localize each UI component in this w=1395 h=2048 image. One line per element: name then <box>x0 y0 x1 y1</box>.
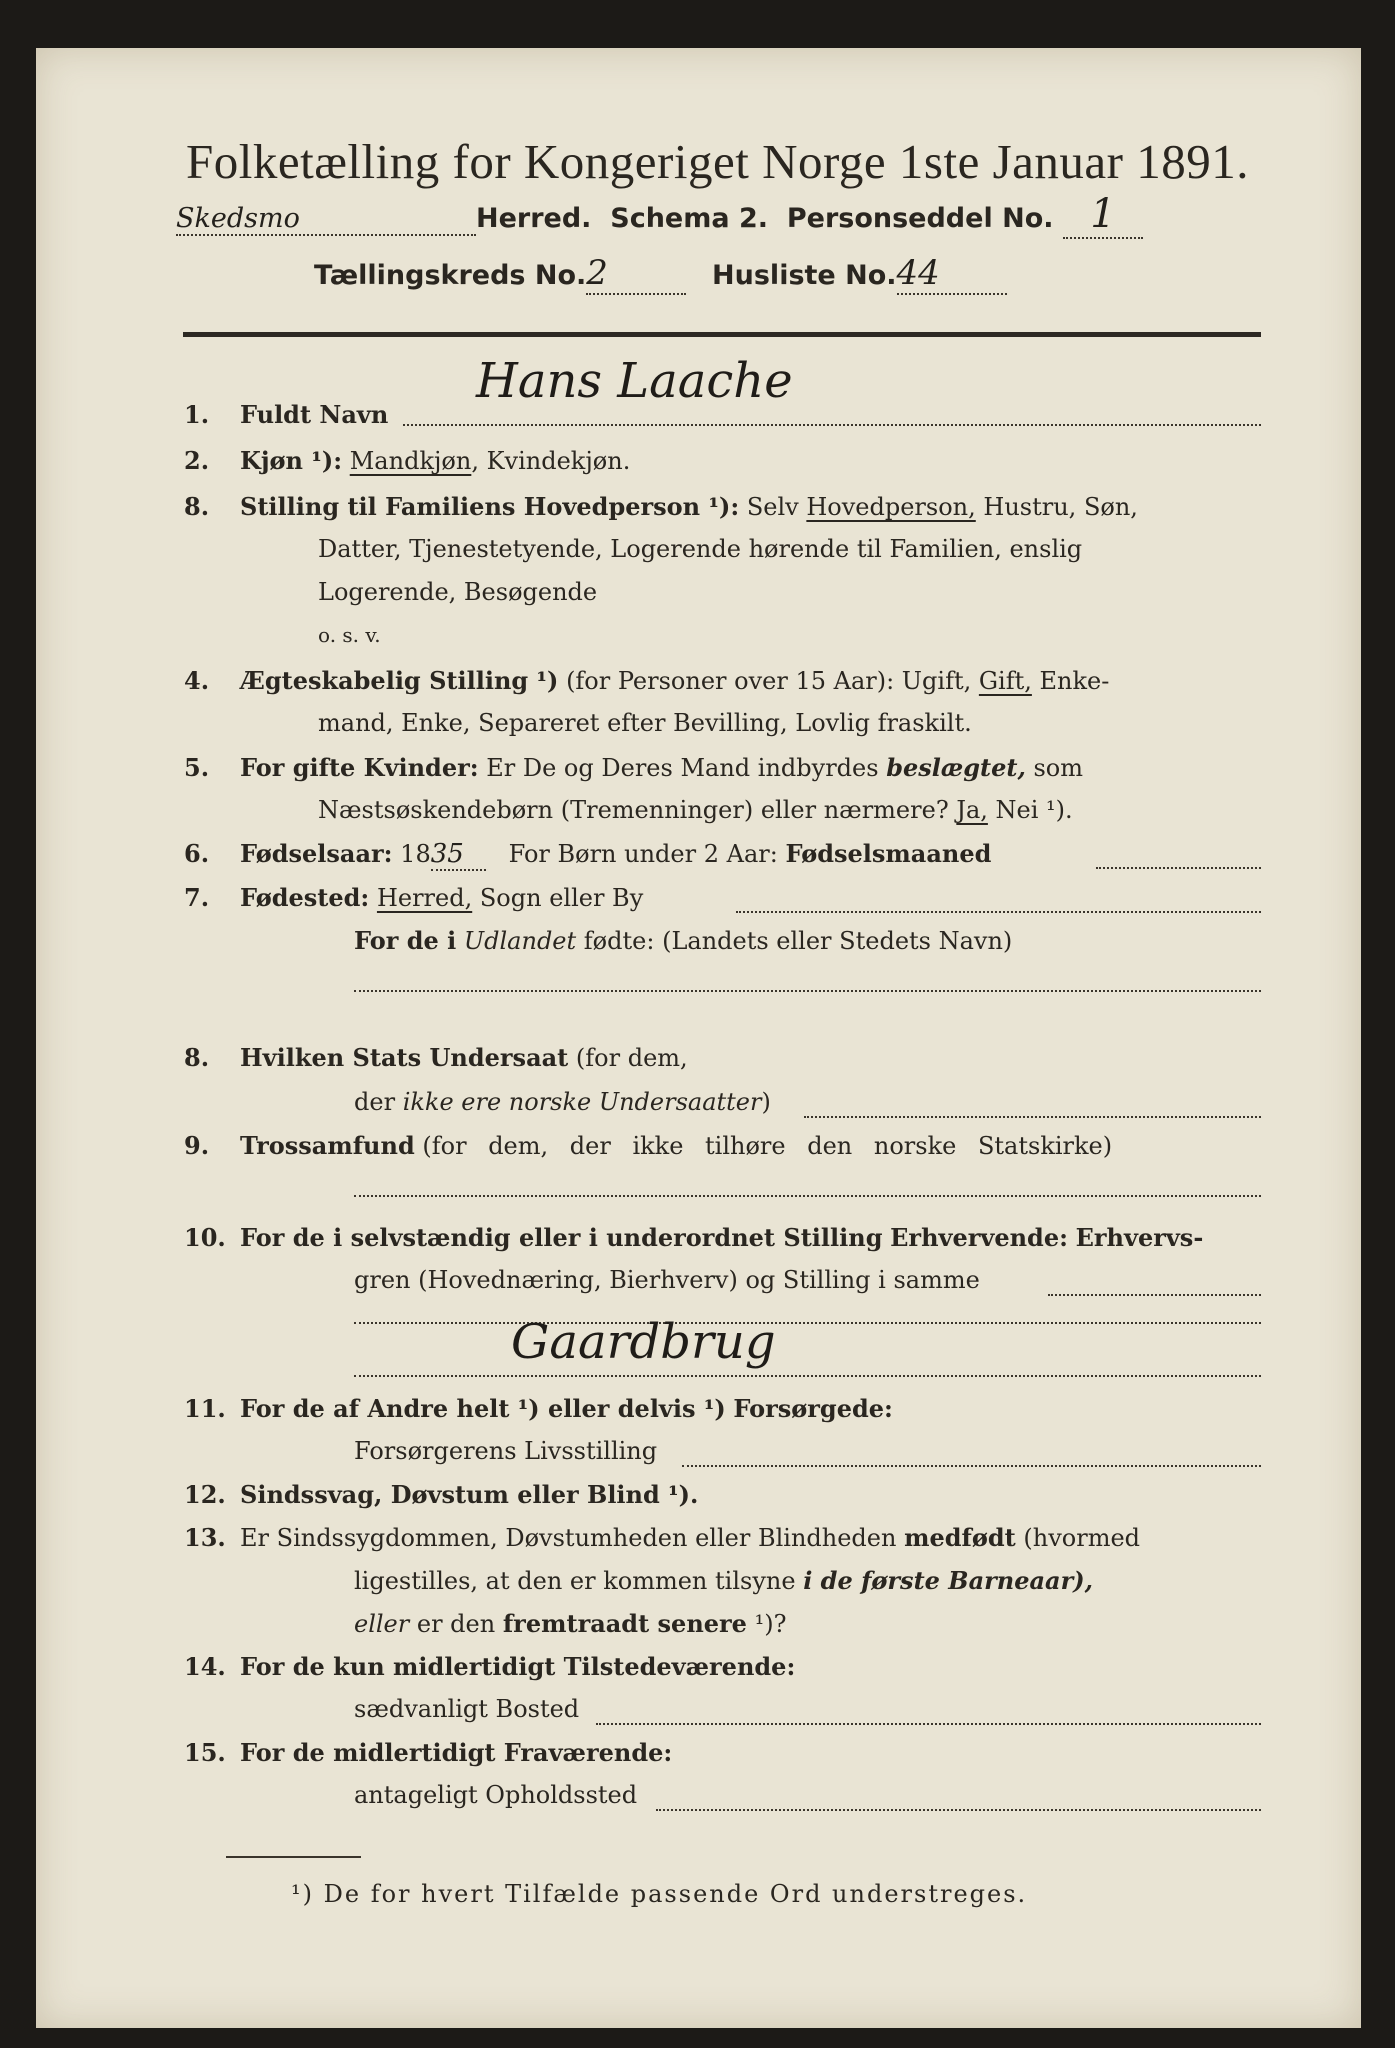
footnote-rule <box>226 1856 361 1858</box>
field-9-line <box>354 1193 1261 1197</box>
field-4-line-2: mand, Enke, Separeret efter Bevilling, Lovlig fraskilt. <box>318 709 972 737</box>
field-5-text-end: som <box>1033 754 1083 782</box>
field-6-text: For Børn under 2 Aar: <box>508 840 778 868</box>
field-12 <box>184 1480 698 1509</box>
field-6-value: 35 <box>431 839 486 871</box>
field-3-line-3: Logerende, Besøgende <box>318 578 598 606</box>
husliste-label: Husliste No. <box>712 260 897 291</box>
field-10-value: Gaardbrug <box>511 1314 776 1370</box>
field-15-line <box>656 1781 1261 1811</box>
field-13-line-3-bold: fremtraadt senere <box>502 1609 747 1638</box>
footnote: ¹) De for hvert Tilfælde passende Ord understreges. <box>291 1880 1028 1908</box>
field-3 <box>184 492 1138 521</box>
field-13-line-2-italic: i de første Barneaar), <box>803 1566 1093 1595</box>
field-11-line <box>682 1437 1261 1467</box>
field-7-line-2-b: fødte: <box>583 927 655 955</box>
field-9-label: Trossamfund <box>240 1131 415 1160</box>
field-15 <box>184 1738 672 1767</box>
field-2-option-selected: Mandkjøn <box>349 447 472 475</box>
field-8-text: (for dem, <box>575 1044 688 1072</box>
field-3-line-4: o. s. v. <box>318 623 381 647</box>
header-rule <box>183 332 1261 337</box>
field-12-label: Sindssvag, Døvstum eller Blind ¹). <box>240 1480 699 1509</box>
field-11-number: 11. <box>184 1394 226 1423</box>
field-3-number: 8. <box>184 492 210 521</box>
field-9 <box>184 1131 1112 1160</box>
field-8-label: Hvilken Stats Undersaat <box>240 1043 569 1072</box>
field-7-option-selected: Herred, <box>376 884 473 912</box>
field-1-label: Fuldt Navn <box>240 400 389 429</box>
field-13-line-2 <box>354 1566 1093 1595</box>
field-6-label-2: Fødselsmaaned <box>785 839 992 868</box>
field-8-line-2-a: der <box>354 1088 396 1116</box>
field-5 <box>184 753 1083 782</box>
field-5-option-selected: Ja, <box>956 796 988 824</box>
field-6-line <box>1096 839 1261 869</box>
field-13-line-2-a: ligestilles, at den er kommen tilsyne <box>354 1567 796 1595</box>
herred-line <box>176 191 1143 239</box>
field-10-value-line <box>354 1373 1261 1377</box>
field-5-question: Næstsøskendebørn (Tremenninger) eller nærmere? <box>318 796 949 824</box>
field-13-number: 13. <box>184 1523 226 1552</box>
field-15-label: For de midlertidigt Fraværende: <box>240 1738 673 1767</box>
field-14 <box>184 1652 795 1681</box>
field-14-line-2: sædvanligt Bosted <box>354 1695 580 1723</box>
field-13-line-3-a: er den <box>416 1610 496 1638</box>
field-11 <box>184 1394 893 1423</box>
herred-label: Herred. <box>476 203 592 234</box>
field-10-label: For de i selvstændig eller i underordnet Stilling <box>240 1223 883 1252</box>
tellingskreds-value: 2 <box>586 253 686 295</box>
personseddel-value: 1 <box>1063 191 1143 239</box>
field-6 <box>184 839 991 871</box>
field-8-line-2-italic: ikke ere norske Undersaatter <box>402 1088 762 1116</box>
field-6-number: 6. <box>184 839 210 868</box>
field-3-text-end: Hustru, Søn, <box>983 493 1138 521</box>
field-11-label-2: Forsørgede: <box>733 1394 893 1423</box>
field-2-label: Kjøn ¹): <box>240 446 343 475</box>
field-3-label: Stilling til Familiens Hovedperson ¹): <box>240 492 740 521</box>
field-13 <box>184 1523 1140 1552</box>
form-title: Folketælling for Kongeriget Norge 1ste Januar 1891. <box>186 134 1249 189</box>
field-14-number: 14. <box>184 1652 226 1681</box>
field-13-bold: medfødt <box>904 1523 1016 1552</box>
field-15-number: 15. <box>184 1738 226 1767</box>
field-2-separator: , <box>471 447 479 475</box>
field-10-line <box>1048 1266 1261 1296</box>
field-4-label: Ægteskabelig Stilling ¹) <box>240 666 559 695</box>
field-5-number: 5. <box>184 753 210 782</box>
field-1-value: Hans Laache <box>476 353 793 409</box>
field-7 <box>184 883 643 912</box>
field-15-line-2: antageligt Opholdssted <box>354 1781 638 1809</box>
tellingskreds-line <box>314 253 1007 295</box>
field-7-line-2-italic: Udlandet <box>463 927 577 955</box>
field-6-label: Fødselsaar: <box>240 839 393 868</box>
census-form-page <box>36 48 1361 2028</box>
field-12-number: 12. <box>184 1480 226 1509</box>
field-14-line <box>596 1695 1261 1725</box>
field-6-prefix: 18 <box>400 840 431 868</box>
field-11-line-2: Forsørgerens Livsstilling <box>354 1437 658 1465</box>
field-4 <box>184 666 1109 695</box>
field-7-label: Fødested: <box>240 883 370 912</box>
field-1 <box>184 400 388 429</box>
field-8-line-2: der ikke ere norske Undersaatter) <box>354 1088 771 1116</box>
field-7-text: Sogn eller By <box>479 884 644 912</box>
field-7-line-2-c: (Landets eller Stedets Navn) <box>662 927 1013 955</box>
field-1-number: 1. <box>184 400 210 429</box>
field-5-text: Er De og Deres Mand indbyrdes <box>486 754 879 782</box>
husliste-value: 44 <box>897 253 1007 295</box>
field-2-option: Kvindekjøn. <box>486 447 631 475</box>
schema-label: Schema 2. <box>610 203 769 234</box>
field-13-text: Er Sindssygdommen, Døvstumheden eller Blindheden <box>240 1524 897 1552</box>
field-7-number: 7. <box>184 883 210 912</box>
field-10-label-2: Erhvervende: <box>890 1223 1068 1252</box>
field-3-line-2: Datter, Tjenestetyende, Logerende hørende til Familien, enslig <box>318 535 1083 563</box>
field-9-text: (for dem, der ikke tilhøre den norske Statskirke) <box>422 1132 1113 1160</box>
field-8-number: 8. <box>184 1043 210 1072</box>
field-13-text-end: (hvormed <box>1023 1524 1141 1552</box>
field-3-option-selected: Hovedperson, <box>806 493 976 521</box>
herred-value: Skedsmo <box>176 203 476 236</box>
field-2-number: 2. <box>184 446 210 475</box>
field-13-line-3 <box>354 1609 786 1638</box>
field-5-option: Nei ¹). <box>995 796 1073 824</box>
field-5-label: For gifte Kvinder: <box>240 753 479 782</box>
field-2 <box>184 446 630 475</box>
field-11-label: For de af Andre helt ¹) eller delvis ¹) <box>240 1394 726 1423</box>
field-10 <box>184 1223 1203 1252</box>
field-14-label: For de kun midlertidigt Tilstedeværende: <box>240 1652 796 1681</box>
field-5-line-2 <box>318 796 1073 824</box>
field-13-line-3-italic: eller <box>354 1610 410 1638</box>
field-4-number: 4. <box>184 666 210 695</box>
field-8 <box>184 1043 688 1072</box>
field-5-italic: beslægtet, <box>886 753 1026 782</box>
field-10-text-end: Erhvervs- <box>1075 1223 1204 1252</box>
field-7-line-2-a: For de i <box>354 926 457 955</box>
field-7-blank-line <box>354 988 1261 992</box>
field-3-text: Selv <box>746 493 799 521</box>
field-8-line <box>804 1088 1261 1118</box>
field-10-number: 10. <box>184 1223 226 1252</box>
field-7-line <box>736 883 1261 913</box>
field-10-line-2: gren (Hovednæring, Bierhverv) og Stilling i samme <box>354 1266 980 1294</box>
personseddel-label: Personseddel No. <box>786 203 1054 234</box>
field-4-text-end: Enke- <box>1039 667 1110 695</box>
field-9-number: 9. <box>184 1131 210 1160</box>
field-4-text: (for Personer over 15 Aar): Ugift, <box>566 667 972 695</box>
tellingskreds-label: Tællingskreds No. <box>314 260 587 291</box>
field-10-blank-line <box>354 1320 1261 1324</box>
field-4-option-selected: Gift, <box>978 667 1032 695</box>
field-7-line-2 <box>354 926 1012 955</box>
field-13-line-3-c: ¹)? <box>754 1610 787 1638</box>
